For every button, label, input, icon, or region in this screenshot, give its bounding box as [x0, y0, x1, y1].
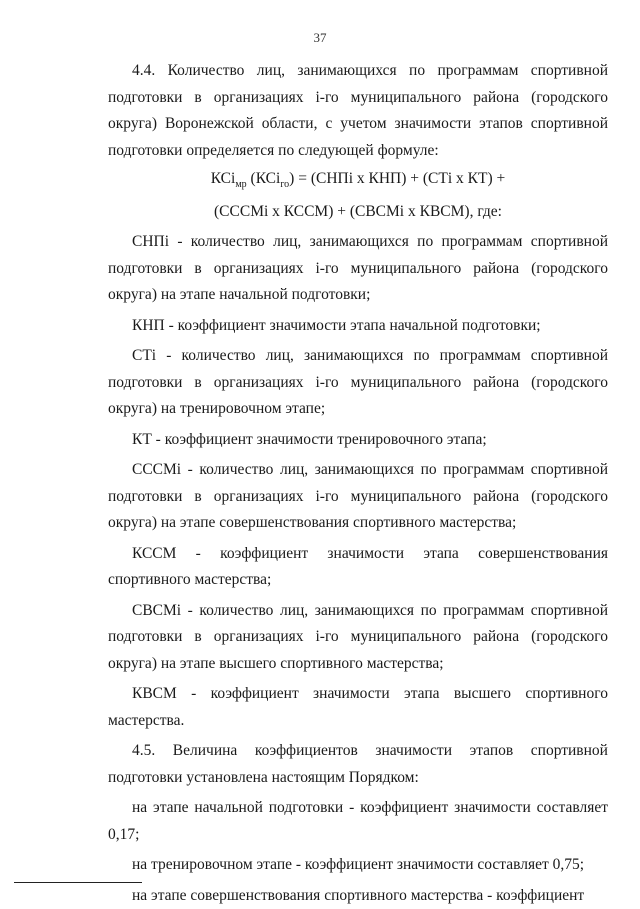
kssm-word: этапа [423, 544, 459, 562]
kssm-word: значимости [327, 544, 405, 562]
section-4-5-word: этапов [469, 742, 514, 760]
footer-rule [14, 882, 142, 883]
formula-rhs-line1: ) = (СНПі х КНП) + (СТі х КТ) + [289, 170, 506, 187]
definition-kssm-line1 [108, 541, 608, 568]
definition-svsm: СВСМі - количество лиц, занимающихся по программам спортивной подготовки в организациях i-го муниципального района (городского округа) на этапе высшего спортивного мастерства; [108, 601, 608, 672]
formula-line-2: (СССМі х КССМ) + (СВСМі х КВСМ), где: [214, 202, 502, 220]
kssm-word: коэффициент [220, 544, 309, 562]
coefficient-initial-stage: на этапе начальной подготовки - коэффициент значимости составляет 0,17; [108, 799, 608, 843]
definition-snp: СНПі - количество лиц, занимающихся по программам спортивной подготовки в организациях i-го муниципального района (городского округа) на этапе начальной подготовки; [108, 233, 608, 304]
formula-lhs-main: КСі [210, 170, 236, 187]
section-4-5-line1 [108, 738, 608, 765]
definition-kvsm-tail: мастерства. [108, 711, 185, 729]
definition-st: СТі - количество лиц, занимающихся по программам спортивной подготовки в организациях i-го муниципального района (городского округа) на тренировочном этапе; [108, 347, 608, 418]
definition-kvsm [108, 681, 608, 734]
kvsm-word: этапа [404, 685, 440, 703]
section-4-5-tail: подготовки установлена настоящим Порядком: [108, 768, 419, 786]
definition-kssm [108, 541, 608, 594]
section-4-5-word: значимости [375, 742, 453, 760]
section-4-5-word: коэффициентов [254, 742, 358, 760]
formula-paren-main: (КСі [250, 170, 281, 187]
kssm-word: - [195, 544, 201, 562]
page-number: 37 [313, 30, 327, 45]
definition-kssm-tail: спортивного мастерства; [108, 571, 272, 589]
document-body [108, 58, 608, 909]
kvsm-word: коэффициент [210, 685, 299, 703]
definition-kvsm-line1 [108, 681, 608, 708]
section-4-5 [108, 738, 608, 791]
kvsm-word: - [191, 685, 197, 703]
definition-knp: КНП - коэффициент значимости этапа начальной подготовки; [132, 316, 541, 334]
formula-paren-sub: го [280, 179, 290, 191]
section-4-5-word: Величина [172, 742, 238, 760]
kvsm-word: КВСМ [132, 685, 177, 703]
coefficient-improvement-stage: на этапе совершенствования спортивного мастерства - коэффициент [132, 886, 585, 904]
kssm-word: совершенствования [478, 544, 608, 562]
kssm-word: КССМ [132, 544, 177, 562]
coefficient-training-stage: на тренировочном этапе - коэффициент значимости составляет 0,75; [132, 856, 585, 874]
section-4-5-word: спортивной [530, 742, 608, 760]
section-4-5-word: 4.5. [132, 742, 156, 760]
definition-kt: КТ - коэффициент значимости тренировочного этапа; [132, 430, 487, 448]
formula-line-1 [108, 166, 608, 199]
definition-sssm: СССМі - количество лиц, занимающихся по программам спортивной подготовки в организациях i-го муниципального района (городского округа) на этапе совершенствования спортивного мастерства; [108, 461, 608, 532]
kvsm-word: высшего [453, 685, 511, 703]
kvsm-word: спортивного [525, 685, 608, 703]
formula-lhs-sub: мр [235, 179, 247, 191]
section-4-4-paragraph: 4.4. Количество лиц, занимающихся по программам спортивной подготовки в организациях i-го муниципального района (городского округа) Воронежской области, с учетом значимости этапов спортивной подготовки определяется по следующей формуле: [108, 62, 608, 159]
kvsm-word: значимости [313, 685, 390, 703]
